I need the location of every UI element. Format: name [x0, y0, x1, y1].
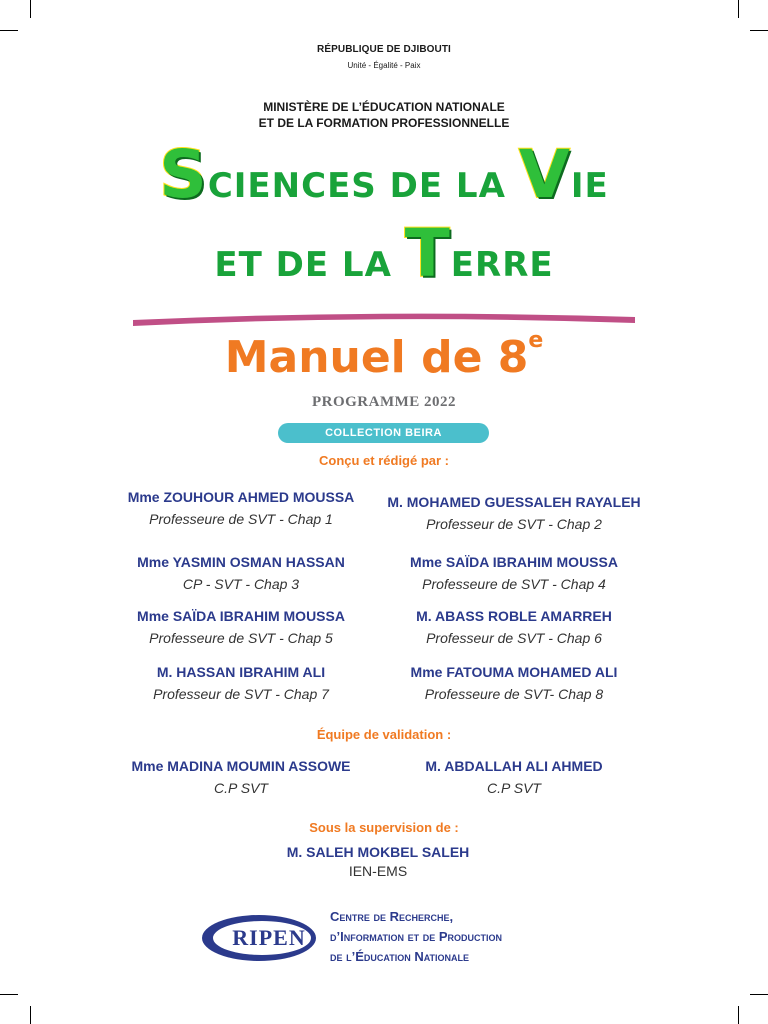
- supervisor-name: M. SALEH MOKBEL SALEH: [286, 844, 470, 860]
- crop-mark: [0, 994, 18, 995]
- title-text: IE: [570, 166, 609, 206]
- author-role: Professeure de SVT - Chap 1: [149, 511, 333, 527]
- cripen-line-3: de l’Éducation Nationale: [330, 949, 470, 964]
- author-role: Professeure de SVT - Chap 4: [422, 576, 606, 592]
- title-text: ERRE: [450, 245, 554, 285]
- title-initial-t: T: [404, 215, 451, 292]
- validator-role: C.P SVT: [487, 780, 541, 796]
- cripen-center-name: [330, 907, 502, 967]
- validator-name: M. ABDALLAH ALI AHMED: [425, 758, 603, 774]
- ministry-line-2: ET DE LA FORMATION PROFESSIONNELLE: [258, 116, 510, 130]
- crop-mark: [30, 0, 31, 18]
- author-role: CP - SVT - Chap 3: [182, 576, 300, 592]
- author-name: M. HASSAN IBRAHIM ALI: [156, 664, 326, 680]
- title-initial-v: V: [518, 136, 571, 213]
- author-name: Mme ZOUHOUR AHMED MOUSSA: [127, 489, 355, 505]
- program-year: PROGRAMME 2022: [311, 394, 457, 410]
- collection-badge: COLLECTION BEIRA: [278, 423, 489, 443]
- title-text: ET DE LA: [214, 245, 405, 285]
- author-role: Professeur de SVT - Chap 6: [426, 630, 602, 646]
- validator-role: C.P SVT: [214, 780, 268, 796]
- supervision-heading: Sous la supervision de :: [309, 820, 459, 835]
- ministry-line-1: MINISTÈRE DE L’ÉDUCATION NATIONALE: [263, 100, 505, 114]
- title-line-2: [0, 215, 768, 292]
- author-role: Professeur de SVT - Chap 2: [426, 516, 602, 532]
- crop-mark: [738, 1006, 739, 1024]
- validation-heading: Équipe de validation :: [316, 727, 452, 742]
- cripen-line-2: d’Information et de Production: [330, 929, 503, 944]
- author-role: Professeure de SVT- Chap 8: [424, 686, 604, 702]
- crop-mark: [0, 30, 18, 31]
- author-role: Professeur de SVT - Chap 7: [153, 686, 329, 702]
- author-name: Mme FATOUMA MOHAMED ALI: [410, 664, 618, 680]
- republic-heading: RÉPUBLIQUE DE DJIBOUTI: [317, 44, 451, 55]
- crop-mark: [30, 1006, 31, 1024]
- title-underline: [130, 305, 640, 327]
- author-role: Professeure de SVT - Chap 5: [149, 630, 333, 646]
- authors-heading: Conçu et rédigé par :: [318, 453, 450, 468]
- ministry-heading: [0, 99, 768, 131]
- manual-title-text: Manuel de 8: [224, 332, 529, 383]
- motto: Unité - Égalité - Paix: [347, 61, 421, 70]
- crop-mark: [750, 994, 768, 995]
- validator-name: Mme MADINA MOUMIN ASSOWE: [131, 758, 351, 774]
- author-name: Mme SAÏDA IBRAHIM MOUSSA: [410, 554, 618, 570]
- cripen-logo: [200, 913, 318, 963]
- author-name: Mme SAÏDA IBRAHIM MOUSSA: [137, 608, 345, 624]
- title-line-1: [0, 136, 768, 213]
- cripen-line-1: Centre de Recherche,: [330, 909, 454, 924]
- crop-mark: [738, 0, 739, 18]
- cripen-logo-text: RIPEN: [232, 925, 306, 950]
- author-name: M. ABASS ROBLE AMARREH: [416, 608, 612, 624]
- manual-superscript: e: [528, 328, 544, 353]
- title-initial-s: S: [159, 136, 208, 213]
- supervisor-role: IEN-EMS: [348, 863, 408, 879]
- title-text: CIENCES DE LA: [207, 166, 519, 206]
- author-name: M. MOHAMED GUESSALEH RAYALEH: [387, 494, 641, 510]
- crop-mark: [750, 30, 768, 31]
- author-name: Mme YASMIN OSMAN HASSAN: [137, 554, 345, 570]
- manual-title: [0, 328, 768, 383]
